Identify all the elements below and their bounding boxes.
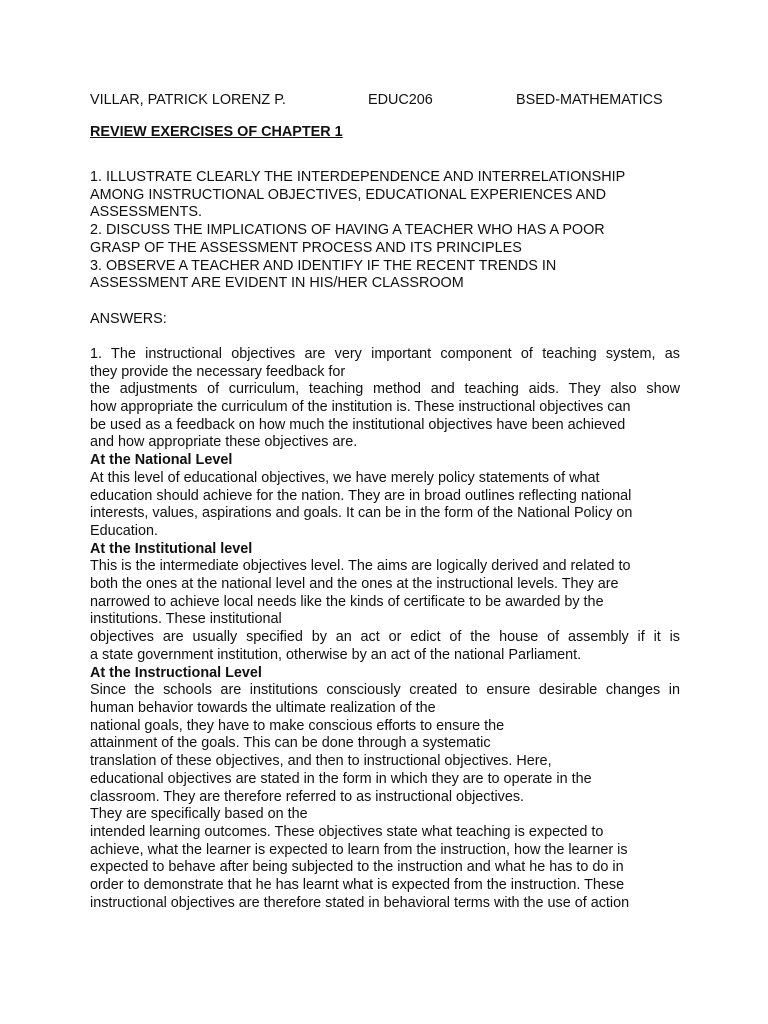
question-line: GRASP OF THE ASSESSMENT PROCESS AND ITS PRINCIPLES [90,239,522,256]
body-text-line: both the ones at the national level and the ones at the instructional levels. They are [90,576,619,593]
question-line: 1. ILLUSTRATE CLEARLY THE INTERDEPENDENCE AND INTERRELATIONSHIP [90,169,626,185]
body-text-line: interests, values, aspirations and goals. It can be in the form of the National Policy on [90,505,633,522]
body-text-line: achieve, what the learner is expected to learn from the instruction, how the learner is [90,841,628,858]
answer-body [90,346,680,913]
body-text-line: educational objectives are stated in the form in which they are to operate in the [90,770,592,787]
body-text-line: translation of these objectives, and then to instructional objectives. Here, [90,753,552,770]
body-text-line: 1. The instructional objectives are very important component of teaching system, as [90,345,680,362]
body-text-line: objectives are usually specified by an act or edict of the house of assembly if it is [90,629,680,646]
questions-list [90,169,680,293]
body-text-line: a state government institution, otherwise by an act of the national Parliament. [90,646,582,663]
body-text-line: and how appropriate these objectives are. [90,434,358,451]
body-text-line: human behavior towards the ultimate realization of the [90,699,436,716]
document-title: REVIEW EXERCISES OF CHAPTER 1 [90,124,343,140]
body-text-line: attainment of the goals. This can be done through a systematic [90,735,491,752]
course-code: EDUC206 [368,92,433,108]
question-line: ASSESSMENTS. [90,204,202,221]
body-text-line: institutions. These institutional [90,611,282,628]
section-heading: At the Institutional level [90,540,253,557]
body-text-line: education should achieve for the nation. They are in broad outlines reflecting national [90,487,632,504]
body-text-line: expected to behave after being subjected to the instruction and what he has to do in [90,859,624,876]
section-heading: At the Instructional Level [90,664,262,681]
question-line: ASSESSMENT ARE EVIDENT IN HIS/HER CLASSROOM [90,275,464,292]
body-text-line: be used as a feedback on how much the institutional objectives have been achieved [90,416,626,433]
body-text-line: how appropriate the curriculum of the institution is. These instructional objectives can [90,399,631,416]
body-text-line: Education. [90,522,159,539]
student-name: VILLAR, PATRICK LORENZ P. [90,92,286,108]
answers-label: ANSWERS: [90,310,167,327]
body-text-line: classroom. They are therefore referred to as instructional objectives. [90,788,525,805]
body-text-line: the adjustments of curriculum, teaching method and teaching aids. They also show [90,381,680,398]
question-line: 3. OBSERVE A TEACHER AND IDENTIFY IF THE RECENT TRENDS IN [90,257,557,274]
question-line: 2. DISCUSS THE IMPLICATIONS OF HAVING A TEACHER WHO HAS A POOR [90,222,605,239]
body-text-line: This is the intermediate objectives level. The aims are logically derived and related to [90,558,631,575]
program-name: BSED-MATHEMATICS [516,92,663,108]
body-text-line: instructional objectives are therefore stated in behavioral terms with the use of action [90,894,630,911]
question-line: AMONG INSTRUCTIONAL OBJECTIVES, EDUCATIONAL EXPERIENCES AND [90,186,607,203]
body-text-line: intended learning outcomes. These objectives state what teaching is expected to [90,823,604,840]
body-text-line: they provide the necessary feedback for [90,363,346,380]
body-text-line: Since the schools are institutions consciously created to ensure desirable changes in [90,682,680,699]
body-text-line: They are specifically based on the [90,806,308,823]
section-heading: At the National Level [90,452,233,469]
body-text-line: narrowed to achieve local needs like the kinds of certificate to be awarded by the [90,593,604,610]
body-text-line: At this level of educational objectives, we have merely policy statements of what [90,469,600,486]
body-text-line: national goals, they have to make conscious efforts to ensure the [90,717,505,734]
body-text-line: order to demonstrate that he has learnt what is expected from the instruction. These [90,877,625,894]
document-header [90,92,680,110]
